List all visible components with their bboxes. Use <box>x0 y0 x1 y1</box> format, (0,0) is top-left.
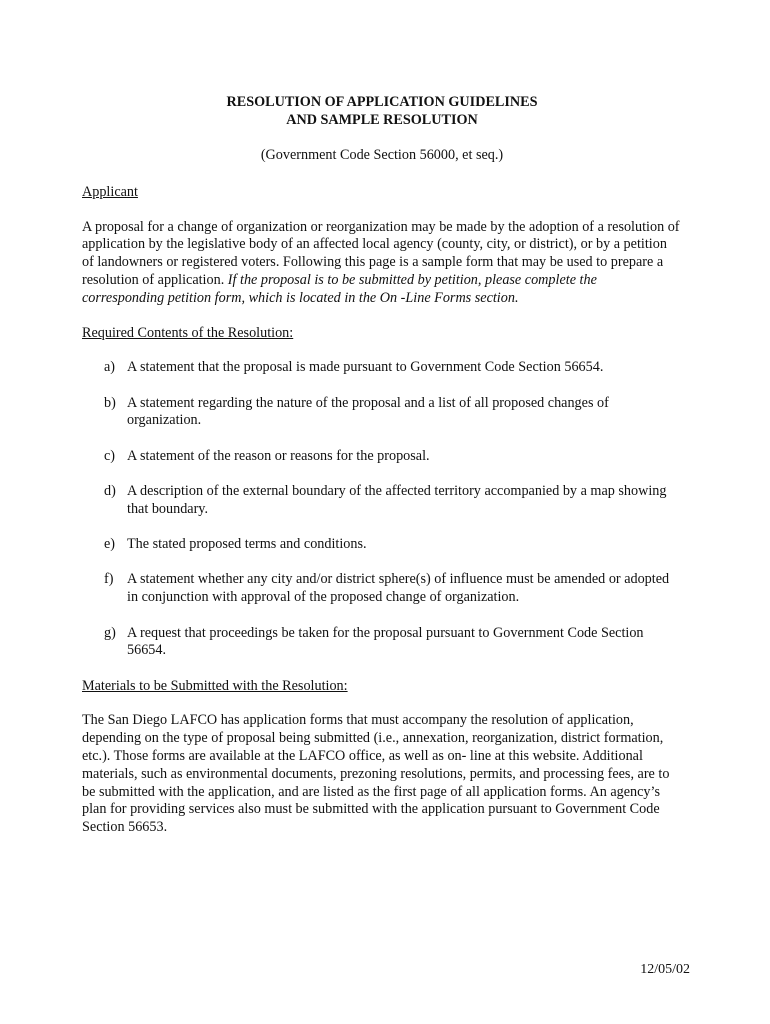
list-item-marker: f) <box>104 571 114 588</box>
applicant-paragraph-text: A proposal for a change of organization or reorganization may be made by the adoption of a resolution of application by the legislative body of an affected local agency (county, city, or district), or by a petition of landowners or registered voters. Following this page is a sample form that may be used to prepare a resolution of application. <box>82 218 680 288</box>
materials-paragraph: The San Diego LAFCO has application forms that must accompany the resolution of application, depending on the type of proposal being submitted (i.e., annexation, reorganization, district formation, etc.). Those forms are available at the LAFCO office, as well as on- line at this website. Additional materials, such as environmental documents, prezoning resolutions, permits, and processing fees, are to be submitted with the application, and are listed as the first page of all application forms. An agency’s plan for providing services also must be submitted with the application pursuant to Government Code Section 56653. <box>82 712 670 836</box>
document-title <box>82 94 682 129</box>
applicant-heading: Applicant <box>82 183 138 200</box>
document-subtitle: (Government Code Section 56000, et seq.) <box>260 147 504 163</box>
list-item <box>104 395 682 431</box>
list-item-marker: e) <box>104 536 116 553</box>
list-item-text: A request that proceedings be taken for the proposal pursuant to Government Code Section 56654. <box>127 624 644 659</box>
list-item <box>104 448 682 466</box>
applicant-paragraph <box>82 219 682 308</box>
applicant-paragraph-italic: If the proposal is to be submitted by petition, please complete the corresponding petition form, which is located in the On -Line Forms section. <box>82 271 597 306</box>
list-item-marker: g) <box>104 624 116 641</box>
required-contents-heading: Required Contents of the Resolution: <box>82 324 294 341</box>
list-item-text: A statement regarding the nature of the proposal and a list of all proposed changes of organization. <box>127 394 609 429</box>
title-line-2: AND SAMPLE RESOLUTION <box>286 111 478 128</box>
list-item-text: The stated proposed terms and conditions. <box>127 536 367 553</box>
list-item <box>104 625 682 661</box>
list-item-text: A description of the external boundary of the affected territory accompanied by a map showing that boundary. <box>127 483 667 517</box>
required-contents-list <box>82 359 682 660</box>
footer-date: 12/05/02 <box>640 962 690 977</box>
list-item <box>104 536 682 554</box>
list-item-marker: d) <box>104 483 116 500</box>
list-item <box>104 571 682 607</box>
list-item-marker: c) <box>104 447 116 464</box>
title-line-1: RESOLUTION OF APPLICATION GUIDELINES <box>226 94 538 110</box>
materials-heading: Materials to be Submitted with the Resolution: <box>82 677 348 694</box>
list-item-text: A statement that the proposal is made pursuant to Government Code Section 56654. <box>127 359 604 376</box>
list-item <box>104 359 682 377</box>
list-item <box>104 483 682 519</box>
list-item-text: A statement of the reason or reasons for the proposal. <box>127 447 430 464</box>
document-page <box>82 94 682 837</box>
list-item-marker: b) <box>104 394 116 411</box>
list-item-text: A statement whether any city and/or district sphere(s) of influence must be amended or adopted in conjunction with approval of the proposed change of organization. <box>127 571 670 606</box>
list-item-marker: a) <box>104 359 116 376</box>
